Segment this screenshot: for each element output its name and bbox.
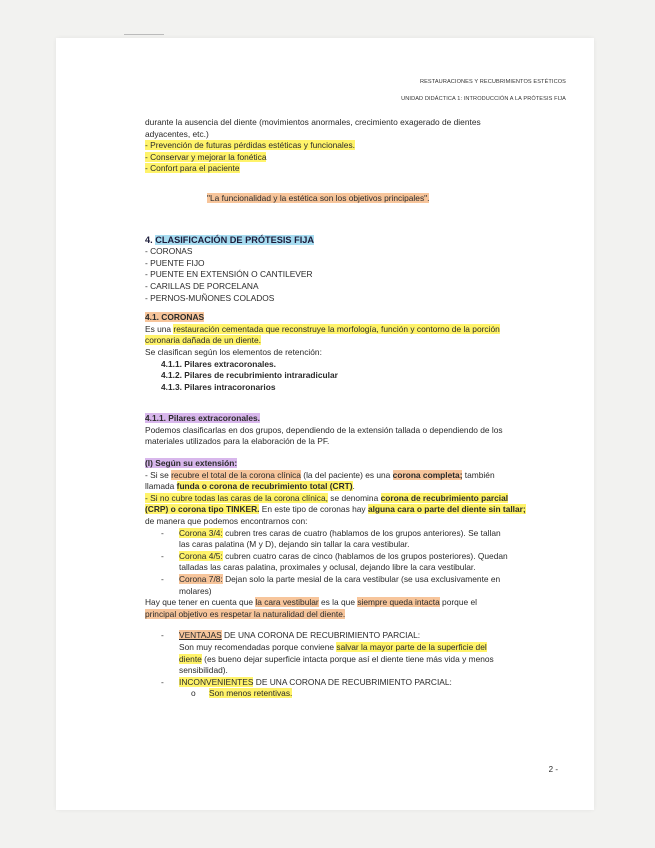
text-highlight: (CRP) o corona tipo TINKER. xyxy=(145,504,260,515)
advantages-label: VENTAJAS xyxy=(179,630,222,641)
crown-type-text: molares) xyxy=(179,585,212,596)
retention-item: 4.1.3. Pilares intracoronarios xyxy=(161,381,276,392)
retention-item: 4.1.2. Pilares de recubrimiento intraradicular xyxy=(161,370,338,381)
text-run: (es bueno dejar superficie intacta porque así el diente tiene más vida y menos xyxy=(201,653,494,664)
crown-type-text: Dejan solo la parte mesial de la cara vestibular (se usa exclusivamente en xyxy=(222,574,501,584)
text-run: . xyxy=(352,481,355,492)
extension-heading: (I) Según su extensión: xyxy=(145,458,238,469)
classification-item: - PUENTE EN EXTENSIÓN O CANTILEVER xyxy=(145,269,313,280)
document-page xyxy=(56,38,594,810)
dash-bullet: - xyxy=(161,574,164,584)
crown-type-text: talladas las caras palatina, proximales y oclusal, dejando libre la cara vestibular. xyxy=(179,562,476,573)
classification-item: - CORONAS xyxy=(145,246,193,257)
text-highlight: diente xyxy=(179,653,202,664)
crown-type-label: Corona 4/5: xyxy=(179,550,223,561)
dash-bullet: - xyxy=(161,550,164,561)
text-highlight: alguna cara o parte del diente sin tallar; xyxy=(367,504,526,515)
text-run: sensibilidad). xyxy=(179,665,228,676)
text-highlight: corona de recubrimiento parcial xyxy=(380,492,509,503)
retention-intro: Se clasifican según los elementos de retención: xyxy=(145,346,322,357)
text-run: En este tipo de coronas hay xyxy=(259,504,368,515)
highlighted-quote: "La funcionalidad y la estética son los objetivos principales". xyxy=(207,192,430,203)
running-header-title: RESTAURACIONES Y RECUBRIMIENTOS ESTÉTICOS xyxy=(419,79,566,85)
crown-type-text: las caras palatina (M y D), dejando sin tallar la cara vestibular. xyxy=(179,539,410,550)
intro-line: adyacentes, etc.) xyxy=(145,128,209,139)
page-body xyxy=(145,117,575,700)
text-run: Hay que tener en cuenta que xyxy=(145,597,256,608)
text-run: (la del paciente) es una xyxy=(300,469,393,480)
intro-line: durante la ausencia del diente (movimientos anormales, crecimiento exagerado de dientes xyxy=(145,117,481,127)
text-run: porque el xyxy=(439,597,477,608)
text-highlight: recubre el total de la corona clínica xyxy=(171,469,301,480)
section-heading: CLASIFICACIÓN DE PRÓTESIS FIJA xyxy=(155,234,314,245)
paragraph-line: materiales utilizados para la elaboración de la PF. xyxy=(145,436,330,447)
paragraph-line: Podemos clasificarlas en dos grupos, dependiendo de la extensión tallada o dependiendo de los xyxy=(145,424,503,435)
definition-highlight: coronaria dañada de un diente. xyxy=(145,335,261,346)
text-highlight: corona completa; xyxy=(392,469,463,480)
classification-item: - PERNOS-MUÑONES COLADOS xyxy=(145,292,275,303)
text-run: DE UNA CORONA DE RECUBRIMIENTO PARCIAL: xyxy=(253,676,452,687)
text-run: también xyxy=(462,469,495,480)
disadvantages-label: INCONVENIENTES xyxy=(179,676,254,687)
text-highlight: principal objetivo es respetar la naturalidad del diente. xyxy=(145,608,346,619)
text-run: DE UNA CORONA DE RECUBRIMIENTO PARCIAL: xyxy=(221,630,421,641)
crown-type-label: Corona 7/8: xyxy=(179,574,223,584)
dash-bullet: - xyxy=(161,630,164,641)
benefit-item: - Conservar y mejorar la fonética xyxy=(145,151,267,162)
text-highlight: salvar la mayor parte de la superficie del xyxy=(336,641,487,652)
text-run: llamada xyxy=(145,481,177,492)
subsection-heading: 4.1.1. Pilares extracoronales. xyxy=(145,413,260,424)
circle-bullet-icon: o xyxy=(191,688,196,699)
text-run: - Si se xyxy=(145,469,172,480)
text-highlight: - Si no cubre todas las caras de la corona clínica, xyxy=(145,492,328,503)
subsection-heading: 4.1. CORONAS xyxy=(145,312,205,323)
text-highlight: funda o corona de recubrimiento total (CRT) xyxy=(176,481,353,492)
text-run: es la que xyxy=(318,597,358,608)
text-run: de manera que podemos encontrarnos con: xyxy=(145,516,308,527)
classification-item: - CARILLAS DE PORCELANA xyxy=(145,280,259,291)
retention-item: 4.1.1. Pilares extracoronales. xyxy=(161,358,276,369)
dash-bullet: - xyxy=(161,527,164,538)
text-run: se denomina xyxy=(327,492,381,503)
section-number: 4. xyxy=(145,234,153,245)
definition-text: Es una xyxy=(145,323,174,334)
benefit-item: - Prevención de futuras pérdidas estéticas y funcionales. xyxy=(145,140,355,151)
definition-highlight: restauración cementada que reconstruye la morfología, función y contorno de la porción xyxy=(173,323,500,334)
dash-bullet: - xyxy=(161,676,164,687)
text-run: Son muy recomendadas porque conviene xyxy=(179,641,337,652)
page-number: 2 - xyxy=(548,765,558,774)
crown-type-label: Corona 3/4: xyxy=(179,527,223,538)
benefit-item: - Confort para el paciente xyxy=(145,163,240,174)
text-highlight: siempre queda intacta xyxy=(357,597,440,608)
classification-item: - PUENTE FIJO xyxy=(145,257,205,268)
top-rule xyxy=(124,34,164,35)
running-header-unit: UNIDAD DIDÁCTICA 1: INTRODUCCIÓN A LA PRÓTESIS FIJA xyxy=(401,96,566,102)
crown-type-text: cubren cuatro caras de cinco (hablamos de los grupos posteriores). Quedan xyxy=(222,550,508,561)
disadvantage-item: Son menos retentivas. xyxy=(209,688,293,699)
crown-type-text: cubren tres caras de cuatro (hablamos de los grupos anteriores). Se tallan xyxy=(222,527,501,538)
text-highlight: la cara vestibular xyxy=(255,597,319,608)
